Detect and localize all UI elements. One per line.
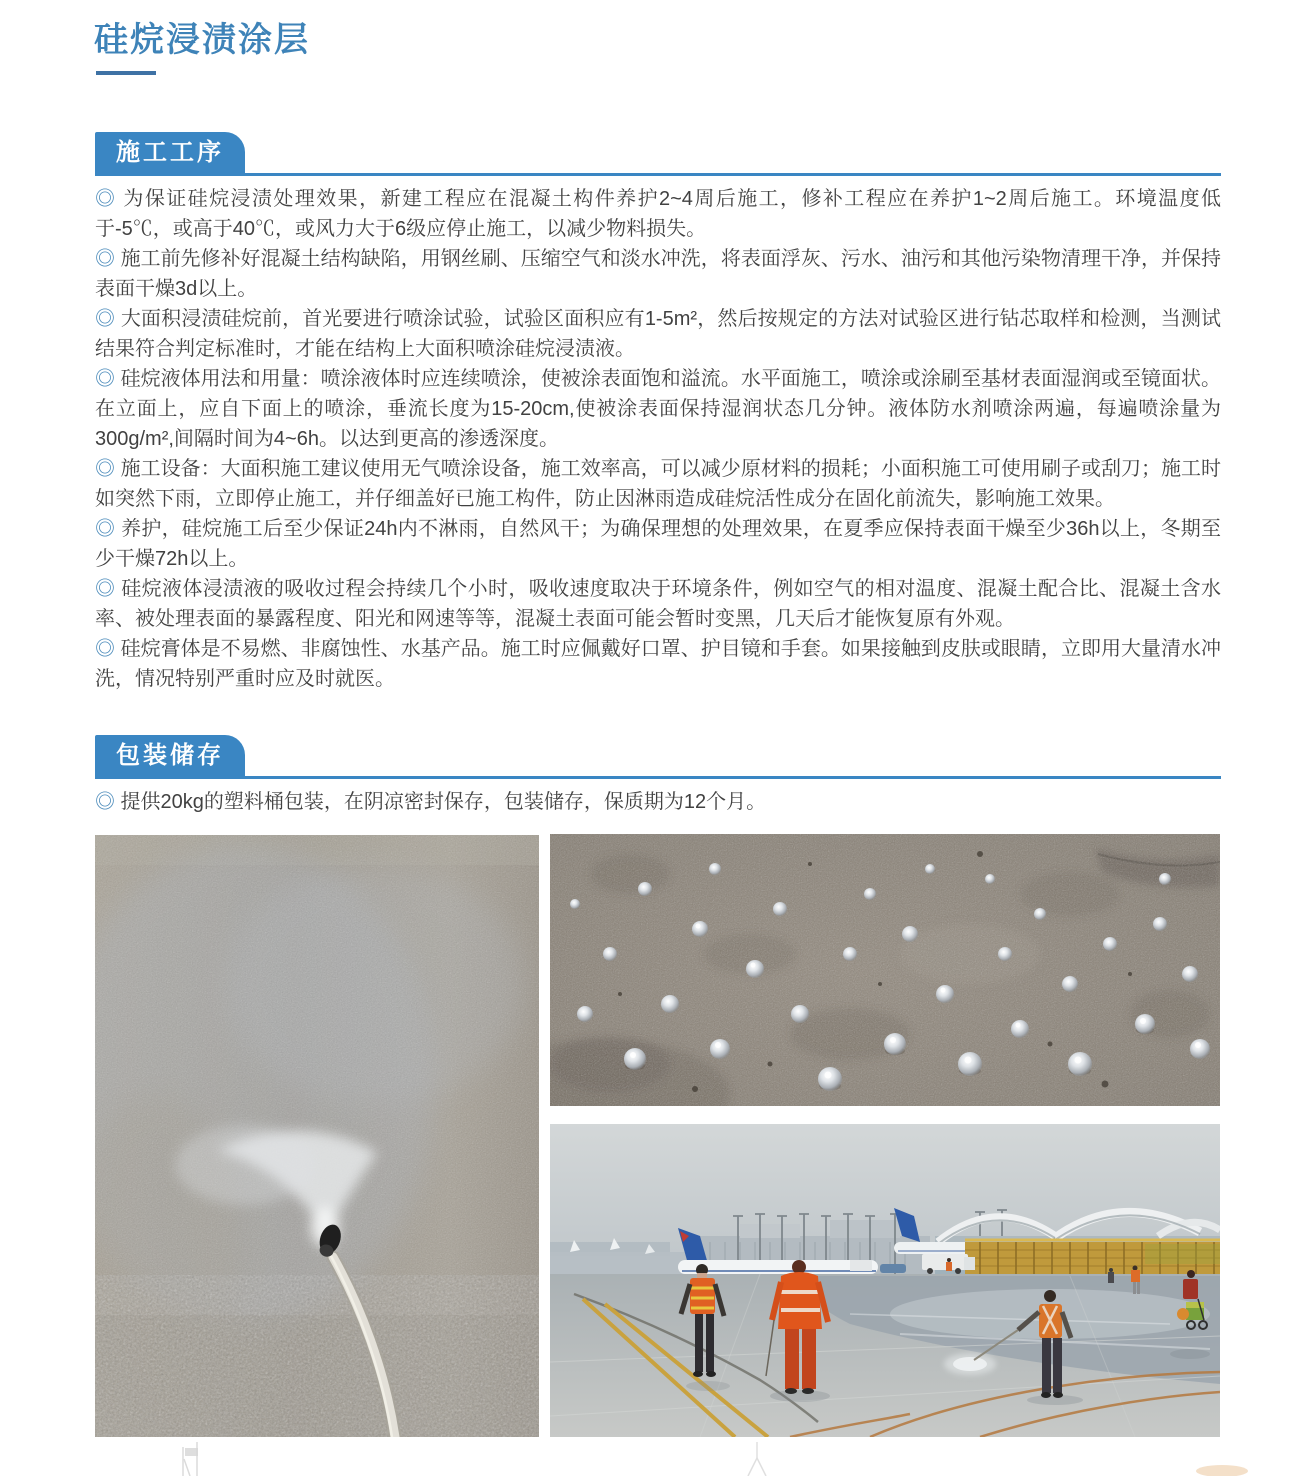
- bullet-icon: ◎: [95, 458, 116, 480]
- bullet-list: [95, 787, 1221, 817]
- section-heading-badge: 施工工序: [95, 132, 245, 173]
- watermark-left-flag: [185, 1448, 198, 1456]
- bullet-list: [95, 184, 1221, 694]
- footer-watermark-graphics: [0, 1437, 1290, 1476]
- bullet-paragraph: ◎ 大面积浸渍硅烷前，首光要进行喷涂试验，试验区面积应有1-5m²，然后按规定的方法对试验区进行钻芯取样和检测，当测试结果符合判定标准时，才能在结构上大面积喷涂硅烷浸渍液。: [95, 308, 1221, 360]
- bullet-paragraph: ◎ 施工设备：大面积施工建议使用无气喷涂设备，施工效率高，可以减少原材料的损耗；小面积施工可使用刷子或刮刀；施工时如突然下雨，立即停止施工，并仔细盖好已施工构件，防止因淋雨造成硅烷活性成分在固化前流失，影响施工效果。: [95, 458, 1222, 510]
- bullet-paragraph: ◎ 硅烷液体用法和用量：喷涂液体时应连续喷涂，使被涂表面饱和溢流。水平面施工，喷涂或涂刷至基材表面湿润或至镜面状。在立面上，应自下面上的喷涂，垂流长度为15-20cm,使被涂表面保持湿润状态几分钟。液体防水剂喷涂两遍，每遍喷涂量为300g/m²,间隔时间为4~6h。以达到更高的渗透深度。: [95, 368, 1222, 450]
- section-heading-badge: 包装储存: [95, 735, 245, 776]
- bullet-icon: ◎: [95, 638, 116, 660]
- bullet-icon: ◎: [95, 248, 116, 270]
- bullet-icon: ◎: [95, 308, 116, 330]
- bullet-icon: ◎: [95, 518, 116, 540]
- photo-airport-apron-spraying: [550, 1124, 1220, 1437]
- section-rule: [95, 776, 1221, 779]
- bullet-paragraph: ◎ 硅烷液体浸渍液的吸收过程会持续几个小时，吸收速度取决于环境条件，例如空气的相对温度、混凝土配合比、混凝土含水率、被处理表面的暴露程度、阳光和网速等等，混凝土表面可能会暂时变黑，几天后才能恢复原有外观。: [95, 578, 1221, 630]
- bullet-paragraph: ◎ 为保证硅烷浸渍处理效果，新建工程应在混凝土构件养护2~4周后施工，修补工程应在养护1~2周后施工。环境温度低于-5℃，或高于40℃，或风力大于6级应停止施工，以减少物料损失。: [95, 188, 1221, 240]
- bullet-paragraph: ◎ 养护，硅烷施工后至少保证24h内不淋雨，自然风干；为确保理想的处理效果，在夏季应保持表面干燥至少36h以上，冬期至少干燥72h以上。: [95, 518, 1222, 570]
- bullet-paragraph: ◎ 提供20kg的塑料桶包装，在阴凉密封保存，包装储存，保质期为12个月。: [95, 791, 767, 813]
- section-construction-process: [95, 132, 1221, 694]
- bullet-icon: ◎: [95, 368, 116, 390]
- yellow-fence: [965, 1240, 1220, 1276]
- bullet-icon: ◎: [95, 188, 117, 210]
- bullet-icon: ◎: [95, 791, 115, 813]
- bullet-paragraph: ◎ 硅烷膏体是不易燃、非腐蚀性、水基产品。施工时应佩戴好口罩、护目镜和手套。如果接触到皮肤或眼睛，立即用大量清水冲洗，情况特别严重时应及时就医。: [95, 638, 1222, 690]
- photo-spray-on-wall: [95, 835, 539, 1437]
- title-underline: [96, 71, 156, 75]
- photo-water-beading-surface: [550, 834, 1220, 1106]
- section-packaging-storage: [95, 735, 1221, 817]
- section-rule: [95, 173, 1221, 176]
- page-title: 硅烷浸渍涂层: [94, 21, 310, 59]
- watermark-right-smudge: [1196, 1465, 1248, 1476]
- watermark-left-mast: [183, 1442, 197, 1476]
- watermark-center-tower: [748, 1442, 766, 1476]
- bullet-icon: ◎: [95, 578, 116, 600]
- bullet-paragraph: ◎ 施工前先修补好混凝土结构缺陷，用钢丝刷、压缩空气和淡水冲洗，将表面浮灰、污水、油污和其他污染物清理干净，并保持表面干燥3d以上。: [95, 248, 1222, 300]
